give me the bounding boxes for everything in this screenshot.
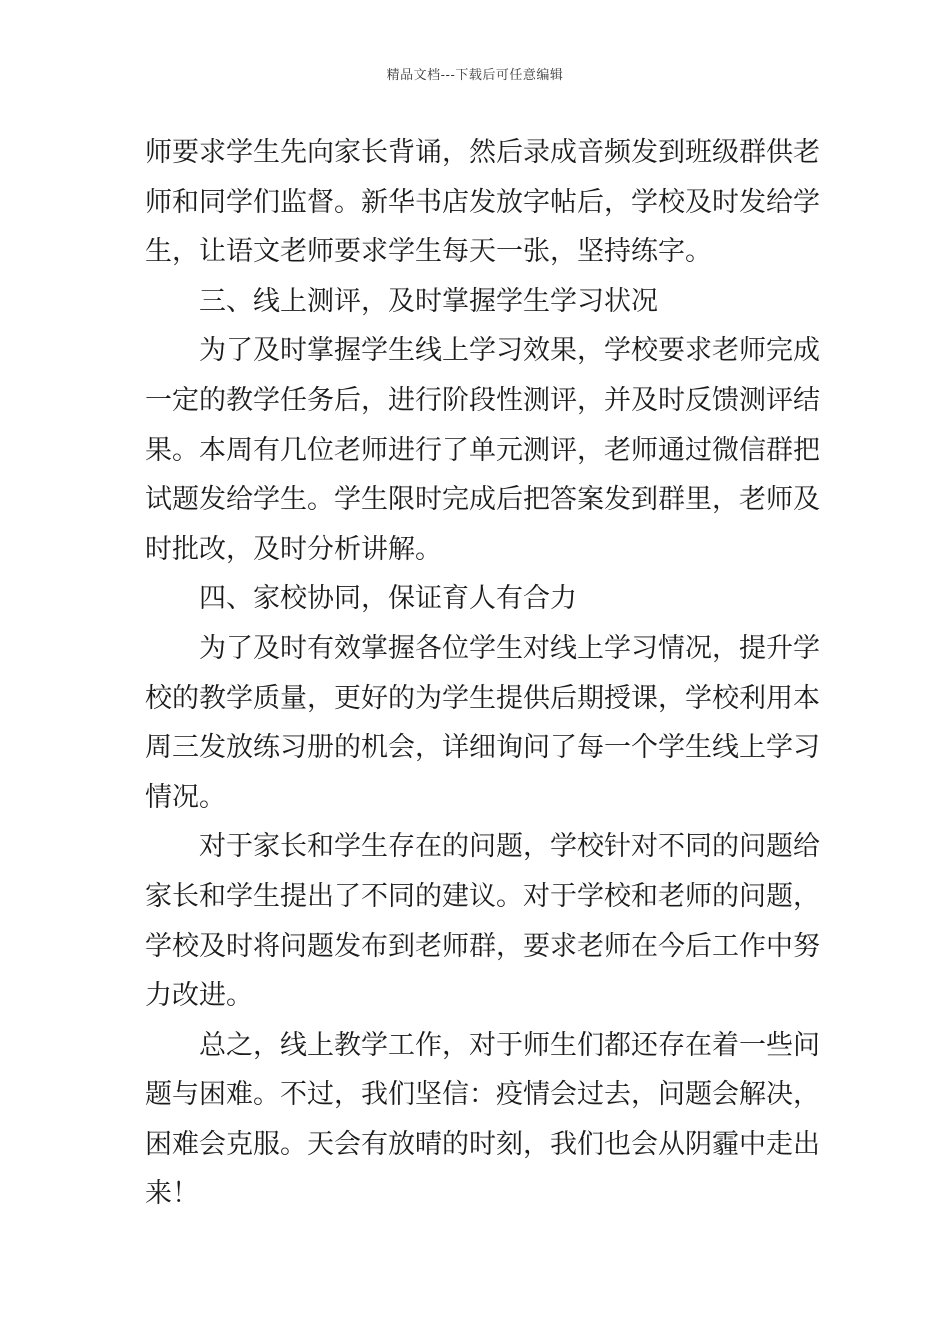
text-line: 时批改，及时分析讲解。 (145, 533, 442, 565)
text-line: 总之，线上教学工作，对于师生们都还存在着一些问 (199, 1029, 820, 1061)
text-line: 一定的教学任务后，进行阶段性测评，并及时反馈测评结 (145, 384, 820, 416)
text-line: 学校及时将问题发布到老师群，要求老师在今后工作中努 (145, 930, 820, 962)
text-line: 校的教学质量，更好的为学生提供后期授课，学校利用本 (145, 682, 820, 714)
text-line: 果。本周有几位老师进行了单元测评，老师通过微信群把 (145, 434, 820, 466)
text-line: 家长和学生提出了不同的建议。对于学校和老师的问题， (145, 880, 820, 912)
document-body (145, 128, 820, 1219)
text-line: 周三发放练习册的机会，详细询问了每一个学生线上学习 (145, 732, 820, 764)
text-line: 试题发给学生。学生限时完成后把答案发到群里，老师及 (145, 484, 820, 516)
text-line: 情况。 (145, 781, 226, 813)
text-line: 为了及时有效掌握各位学生对线上学习情况，提升学 (199, 632, 820, 664)
text-line: 为了及时掌握学生线上学习效果，学校要求老师完成 (199, 335, 820, 367)
page-header: 精品文档---下载后可任意编辑 (386, 68, 564, 83)
text-line: 对于家长和学生存在的问题，学校针对不同的问题给 (199, 831, 820, 863)
text-line: 生，让语文老师要求学生每天一张，坚持练字。 (145, 236, 712, 268)
text-line: 题与困难。不过，我们坚信：疫情会过去，问题会解决， (145, 1079, 820, 1111)
text-line: 力改进。 (145, 980, 253, 1012)
text-line: 来！ (145, 1178, 199, 1210)
text-line: 三、线上测评，及时掌握学生学习状况 (199, 285, 658, 317)
text-line: 困难会克服。天会有放晴的时刻，我们也会从阴霾中走出 (145, 1128, 820, 1160)
text-line: 师要求学生先向家长背诵，然后录成音频发到班级群供老 (145, 137, 820, 168)
text-line: 四、家校协同，保证育人有合力 (199, 583, 577, 615)
text-line: 师和同学们监督。新华书店发放字帖后，学校及时发给学 (145, 186, 820, 218)
